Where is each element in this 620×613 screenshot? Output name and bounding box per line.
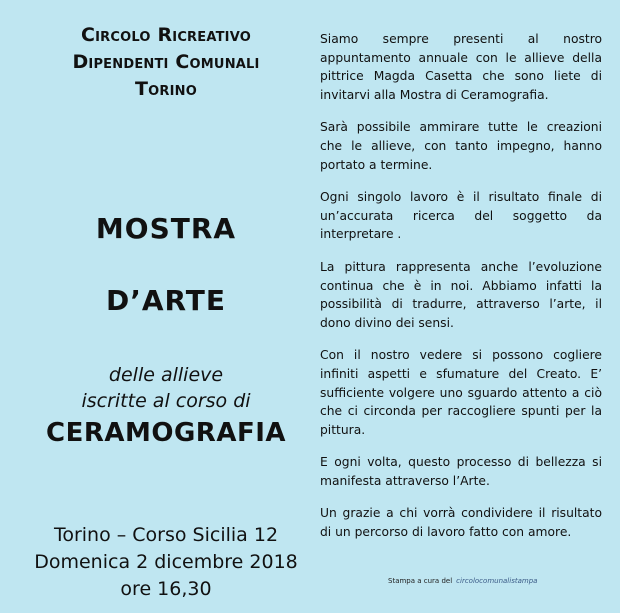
event-place: Torino – Corso Sicilia 12	[53, 524, 279, 546]
subtitle-line-1: delle allieve	[108, 364, 224, 386]
paragraph: Con il nostro vedere si possono cogliere infiniti aspetti e sfumature del Creato. E’ sufficiente volgere uno sguardo attento a ciò che ci circonda per raccogliere spunti per la pittura.	[320, 348, 602, 437]
organization-name	[18, 22, 314, 103]
event-time: ore 16,30	[120, 578, 212, 600]
org-line-3: Torino	[135, 78, 197, 100]
paragraph: Ogni singolo lavoro è il risultato finale di un’accurata ricerca del soggetto da interpretare .	[320, 190, 602, 242]
paragraph: La pittura rappresenta anche l’evoluzione continua che è in noi. Abbiamo infatti la possibilità di tradurre, attraverso l’arte, il dono divino dei sensi.	[320, 259, 602, 330]
left-column	[18, 22, 314, 600]
credit-text: Stampa a cura del	[388, 577, 453, 585]
print-credit	[388, 577, 537, 585]
title-arte: D’ARTE	[105, 284, 227, 317]
event-date: Domenica 2 dicembre 2018	[34, 551, 298, 573]
course-name: CERAMOGRAFIA	[46, 418, 286, 448]
paragraph: Sarà possibile ammirare tutte le creazioni che le allieve, con tanto impegno, hanno portato a termine.	[320, 120, 602, 172]
body-text	[320, 30, 602, 556]
org-line-2: Dipendenti Comunali	[72, 51, 260, 73]
event-details	[18, 522, 314, 603]
org-line-1: Circolo Ricreativo	[80, 24, 251, 46]
title-mostra: MOSTRA	[95, 212, 237, 245]
subtitle-line-2: iscritte al corso di	[81, 390, 251, 412]
subtitle	[18, 362, 314, 414]
paragraph: Un grazie a chi vorrà condividere il risultato di un percorso di lavoro fatto con amore.	[320, 506, 602, 540]
paragraph: E ogni volta, questo processo di bellezza si manifesta attraverso l’Arte.	[320, 455, 602, 488]
printer-logo: circolocomunalistampa	[456, 577, 538, 585]
paragraph: Siamo sempre presenti al nostro appuntamento annuale con le allieve della pittrice Magda Casetta che sono liete di invitarvi alla Mostra di Ceramografia.	[320, 32, 602, 102]
